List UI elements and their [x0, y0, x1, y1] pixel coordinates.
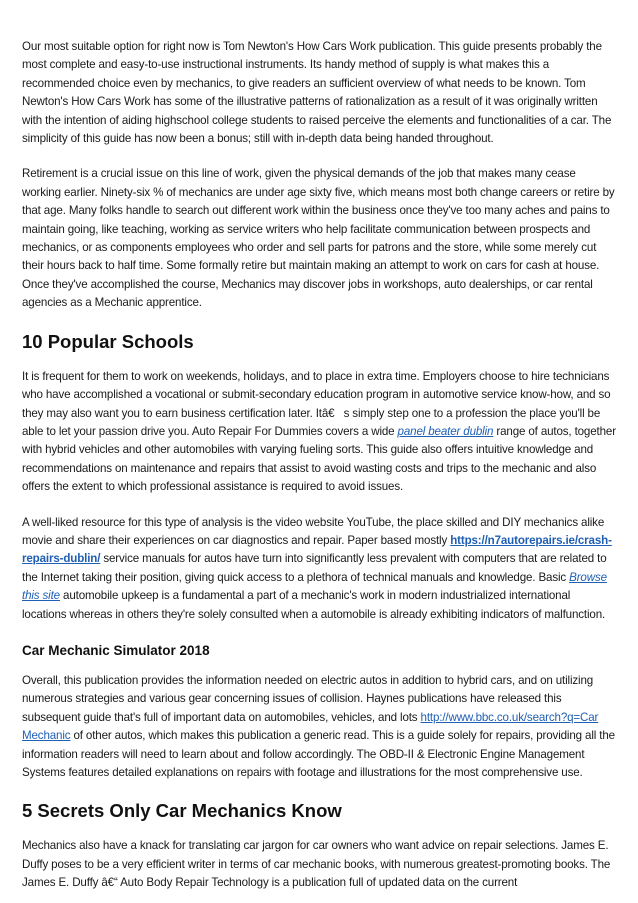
paragraph-how-cars-work: Our most suitable option for right now is Tom Newton's How Cars Work publication. This guide presents probably the most complete and easy-to-use instructional instruments. Its handy method of supply is what makes this a recommended choice even by mechanics, to give readers an sufficient overview of what needs to be known. Tom Newton's How Cars Work has some of the illustrative patterns of rationalization as a result of it was originally written with the intention of aiding highschool college students to raised perceive the elements and functionalities of a car. The simplicity of this guide has now been a bonus; still with in-depth data being handed throughout. [22, 40, 612, 146]
paragraph-text: A well-liked resource for this type of analysis is the video website YouTube, the place skilled and DIY mechanics alike movie and share their experiences on car diagnostics and repair. Paper based mostly [22, 515, 605, 547]
paragraph-jargon: Mechanics also have a knack for translating car jargon for car owners who want advice on repair selections. James E. Duffy poses to be a very efficient writer in terms of car mechanic books, with numerous greatest-promoting books. The James E. Duffy â€“ Auto Body Repair Technology is a publication full of updated data on the current [22, 839, 611, 890]
heading-popular-schools: 10 Popular Schools [22, 330, 194, 352]
paragraph-text: range of autos, together with hybrid vehicles and other automobiles with varying fueling sorts. This guide also offers intuitive knowledge and recommendations on maintenance and repairs that assist to avoid wasting costs and trips to the mechanic and also offers the extent to which professional assistance is required to avoid issues. [22, 424, 616, 494]
n7autorepairs-link[interactable]: https://n7autorepairs.ie/crash-repairs-dublin/ [22, 533, 612, 566]
panel-beater-link[interactable]: panel beater dublin [397, 424, 494, 438]
bbc-search-link[interactable]: http://www.bbc.co.uk/search?q=Car Mechanic [22, 710, 599, 743]
paragraph-text: Overall, this publication provides the information needed on electric autos in addition to hybrid cars, and on utilizing numerous strategies and various gear concerning issues of collision. Haynes publications have released this subsequent guide that's full of important data on automobiles, vehicles, and lots [22, 673, 594, 724]
paragraph-electric-autos [22, 672, 616, 782]
subheading-simulator: Car Mechanic Simulator 2018 [22, 642, 210, 658]
paragraph-retirement: Retirement is a crucial issue on this line of work, given the physical demands of the job that makes many cease working earlier. Ninety-six % of mechanics are under age sixty five, which means most both change careers or retire by that age. Many folks handle to search out different work within the business once they've too many aches and pains to maintain going, like teaching, working as service writers who help facilitate communication between prospects and mechanics, or as components employees who order and sell parts for patrons and the store, while some merely cut their hours back to half time. Some formally retire but maintain making an attempt to work on cars for cash at house. Once they've accomplished the course, Mechanics may discover jobs in workshops, auto dealerships, or car rental agencies as a Mechanic apprentice. [22, 167, 615, 310]
paragraph-text: automobile upkeep is a fundamental a part of a mechanic's work in modern industrialized international locations whereas in others they're solely consulted when a automobile is already exhibiting indicators of malfunction. [22, 589, 606, 621]
paragraph-text: of other autos, which makes this publication a generic read. This is a guide solely for repairs, providing all the information readers will need to learn about and follow accordingly. The OBD-II & Electronic Engine Management Systems features detailed explanations on repairs with footage and illustrations for the most comprehensive use. [22, 729, 615, 779]
paragraph-youtube [22, 514, 616, 624]
paragraph-text: service manuals for autos have turn into significantly less prevalent with computers that are related to the Internet taking their position, giving quick access to a plethora of technical manuals and knowledge. Basic [22, 552, 607, 584]
browse-site-link[interactable]: Browse this site [22, 570, 607, 603]
paragraph-text: It is frequent for them to work on weekends, holidays, and to place in extra time. Employers choose to hire technicians who have accomplished a vocational or submit-secondary education program in automotive service know-how, and so they may also want you to earn business certification later. Itâ€s simply step one to a profession the place you'll be able to let your passion drive you. Auto Repair For Dummies covers a wide [22, 369, 611, 438]
heading-secrets: 5 Secrets Only Car Mechanics Know [22, 800, 342, 822]
paragraph-weekends [22, 368, 616, 497]
